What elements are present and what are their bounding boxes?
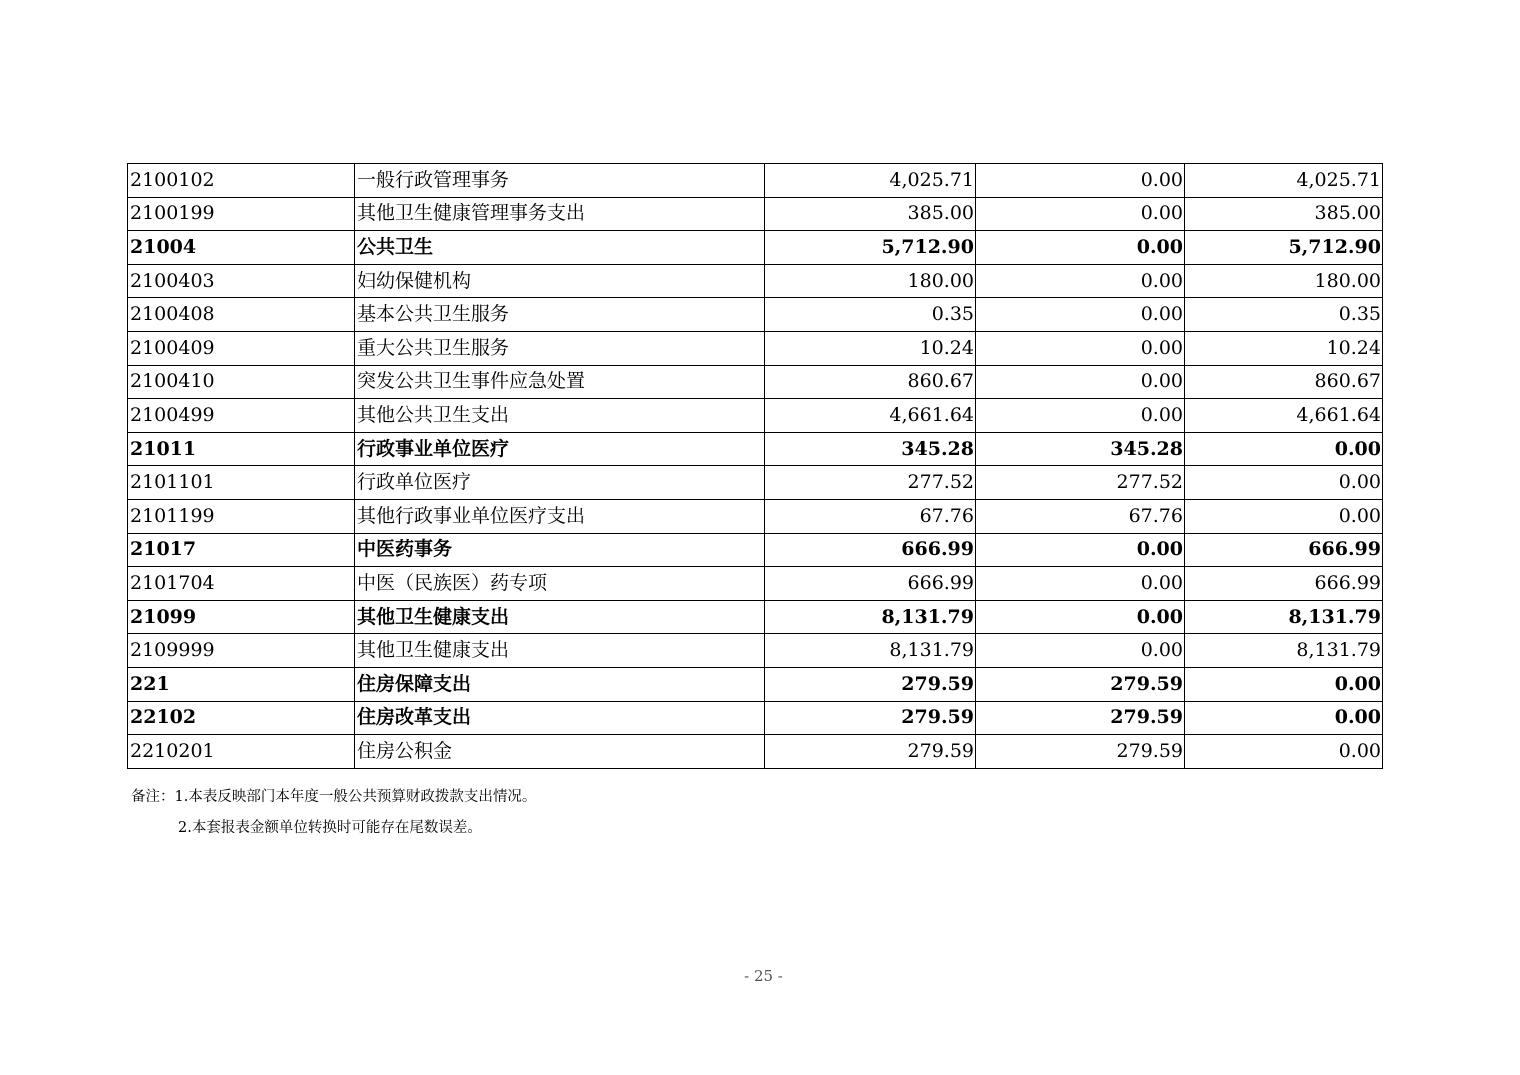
cell-project: 0.35 — [1185, 298, 1383, 332]
cell-total: 8,131.79 — [765, 634, 976, 668]
note-line-1: 备注：1.本表反映部门本年度一般公共预算财政拨款支出情况。 — [131, 789, 537, 805]
notes — [131, 782, 536, 844]
cell-basic: 345.28 — [976, 432, 1185, 466]
cell-code: 2101199 — [128, 499, 355, 533]
cell-code: 2109999 — [128, 634, 355, 668]
cell-name: 公共卫生 — [355, 231, 765, 265]
cell-code: 221 — [128, 667, 355, 701]
cell-project: 5,712.90 — [1185, 231, 1383, 265]
cell-project: 666.99 — [1185, 567, 1383, 601]
cell-basic: 0.00 — [976, 399, 1185, 433]
cell-code: 2101101 — [128, 466, 355, 500]
cell-project: 4,025.71 — [1185, 164, 1383, 198]
cell-code: 2100408 — [128, 298, 355, 332]
cell-basic: 279.59 — [976, 701, 1185, 735]
cell-name: 行政事业单位医疗 — [355, 432, 765, 466]
budget-table — [127, 163, 1383, 769]
cell-name: 一般行政管理事务 — [355, 164, 765, 198]
page-number: - 25 - — [744, 967, 783, 985]
cell-basic: 0.00 — [976, 331, 1185, 365]
cell-name: 其他公共卫生支出 — [355, 399, 765, 433]
cell-total: 279.59 — [765, 735, 976, 769]
cell-basic: 0.00 — [976, 600, 1185, 634]
table-row — [128, 432, 1383, 466]
cell-code: 21017 — [128, 533, 355, 567]
cell-basic: 0.00 — [976, 164, 1185, 198]
cell-project: 0.00 — [1185, 735, 1383, 769]
cell-basic: 279.59 — [976, 735, 1185, 769]
table-row — [128, 399, 1383, 433]
table-row — [128, 499, 1383, 533]
table-row — [128, 667, 1383, 701]
cell-total: 345.28 — [765, 432, 976, 466]
cell-total: 5,712.90 — [765, 231, 976, 265]
cell-name: 行政单位医疗 — [355, 466, 765, 500]
table-row — [128, 231, 1383, 265]
cell-basic: 277.52 — [976, 466, 1185, 500]
cell-total: 10.24 — [765, 331, 976, 365]
cell-basic: 67.76 — [976, 499, 1185, 533]
cell-name: 中医药事务 — [355, 533, 765, 567]
cell-project: 0.00 — [1185, 466, 1383, 500]
cell-code: 21011 — [128, 432, 355, 466]
table-row — [128, 735, 1383, 769]
cell-basic: 0.00 — [976, 365, 1185, 399]
cell-total: 666.99 — [765, 567, 976, 601]
cell-total: 860.67 — [765, 365, 976, 399]
cell-project: 860.67 — [1185, 365, 1383, 399]
table-row — [128, 197, 1383, 231]
table-row — [128, 164, 1383, 198]
cell-project: 666.99 — [1185, 533, 1383, 567]
cell-project: 0.00 — [1185, 701, 1383, 735]
cell-name: 其他卫生健康支出 — [355, 634, 765, 668]
cell-project: 0.00 — [1185, 667, 1383, 701]
cell-total: 666.99 — [765, 533, 976, 567]
cell-code: 2101704 — [128, 567, 355, 601]
cell-code: 2100403 — [128, 264, 355, 298]
cell-name: 住房公积金 — [355, 735, 765, 769]
cell-name: 住房改革支出 — [355, 701, 765, 735]
table-row — [128, 466, 1383, 500]
table-row — [128, 533, 1383, 567]
table-row — [128, 634, 1383, 668]
cell-basic: 0.00 — [976, 533, 1185, 567]
cell-total: 67.76 — [765, 499, 976, 533]
cell-code: 21004 — [128, 231, 355, 265]
cell-name: 突发公共卫生事件应急处置 — [355, 365, 765, 399]
cell-name: 妇幼保健机构 — [355, 264, 765, 298]
cell-basic: 279.59 — [976, 667, 1185, 701]
table-row — [128, 298, 1383, 332]
cell-code: 21099 — [128, 600, 355, 634]
table-row — [128, 600, 1383, 634]
cell-project: 385.00 — [1185, 197, 1383, 231]
cell-total: 279.59 — [765, 701, 976, 735]
cell-total: 8,131.79 — [765, 600, 976, 634]
cell-total: 0.35 — [765, 298, 976, 332]
cell-project: 0.00 — [1185, 499, 1383, 533]
cell-total: 4,025.71 — [765, 164, 976, 198]
cell-code: 2100199 — [128, 197, 355, 231]
cell-project: 8,131.79 — [1185, 634, 1383, 668]
cell-basic: 0.00 — [976, 231, 1185, 265]
cell-basic: 0.00 — [976, 264, 1185, 298]
cell-code: 2100102 — [128, 164, 355, 198]
cell-code: 2100410 — [128, 365, 355, 399]
cell-basic: 0.00 — [976, 634, 1185, 668]
table-row — [128, 365, 1383, 399]
note-line-2: 2.本套报表金额单位转换时可能存在尾数误差。 — [178, 820, 482, 836]
table-row — [128, 701, 1383, 735]
cell-name: 其他卫生健康支出 — [355, 600, 765, 634]
cell-total: 385.00 — [765, 197, 976, 231]
cell-total: 180.00 — [765, 264, 976, 298]
cell-code: 2210201 — [128, 735, 355, 769]
cell-project: 8,131.79 — [1185, 600, 1383, 634]
cell-name: 住房保障支出 — [355, 667, 765, 701]
table-row — [128, 567, 1383, 601]
cell-code: 2100499 — [128, 399, 355, 433]
cell-name: 中医（民族医）药专项 — [355, 567, 765, 601]
cell-code: 22102 — [128, 701, 355, 735]
cell-project: 10.24 — [1185, 331, 1383, 365]
cell-basic: 0.00 — [976, 567, 1185, 601]
cell-code: 2100409 — [128, 331, 355, 365]
cell-total: 279.59 — [765, 667, 976, 701]
cell-name: 基本公共卫生服务 — [355, 298, 765, 332]
cell-project: 180.00 — [1185, 264, 1383, 298]
table-body — [128, 164, 1383, 769]
cell-name: 其他卫生健康管理事务支出 — [355, 197, 765, 231]
cell-project: 4,661.64 — [1185, 399, 1383, 433]
cell-total: 4,661.64 — [765, 399, 976, 433]
cell-project: 0.00 — [1185, 432, 1383, 466]
table-row — [128, 264, 1383, 298]
cell-total: 277.52 — [765, 466, 976, 500]
cell-name: 其他行政事业单位医疗支出 — [355, 499, 765, 533]
table-row — [128, 331, 1383, 365]
cell-basic: 0.00 — [976, 197, 1185, 231]
cell-name: 重大公共卫生服务 — [355, 331, 765, 365]
cell-basic: 0.00 — [976, 298, 1185, 332]
